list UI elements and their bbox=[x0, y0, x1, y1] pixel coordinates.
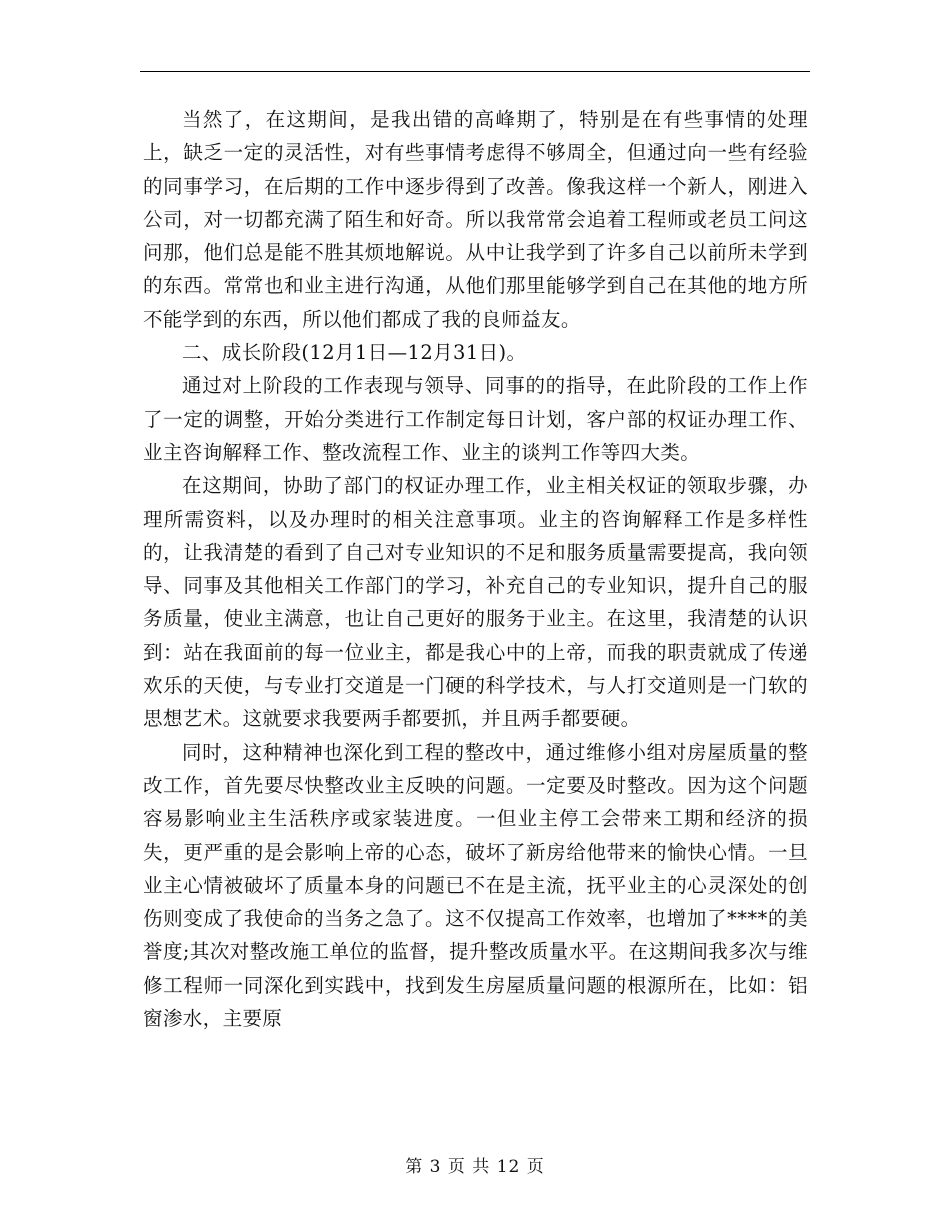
paragraph: 当然了，在这期间，是我出错的高峰期了，特别是在有些事情的处理上，缺乏一定的灵活性，对有些事情考虑得不够周全，但通过向一些有经验的同事学习，在后期的工作中逐步得到了改善。像我这样一个新人，刚进入公司，对一切都充满了陌生和好奇。所以我常常会追着工程师或老员工问这问那，他们总是能不胜其烦地解说。从中让我学到了许多自己以前所未学到的东西。常常也和业主进行沟通，从他们那里能够学到自己在其他的地方所不能学到的东西，所以他们都成了我的良师益友。 bbox=[143, 108, 808, 331]
paragraph: 同时，这种精神也深化到工程的整改中，通过维修小组对房屋质量的整改工作，首先要尽快整改业主反映的问题。一定要及时整改。因为这个问题容易影响业主生活秩序或家装进度。一但业主停工会带来工期和经济的损失，更严重的是会影响上帝的心态，破坏了新房给他带来的愉快心情。一旦业主心情被破坏了质量本身的问题已不在是主流，抚平业主的心灵深处的创伤则变成了我使命的当务之急了。这不仅提高工作效率，也增加了****的美誉度;其次对整改施工单位的监督，提升整改质量水平。在这期间我多次与维修工程师一同深化到实践中，找到发生房屋质量问题的根源所在，比如：铝窗渗水，主要原 bbox=[143, 740, 808, 1031]
page-number-label: 第 3 页 共 12 页 bbox=[405, 1157, 545, 1177]
paragraph: 在这期间，协助了部门的权证办理工作，业主相关权证的领取步骤，办理所需资料，以及办理时的相关注意事项。业主的咨询解释工作是多样性的，让我清楚的看到了自己对专业知识的不足和服务质量需要提高，我向领导、同事及其他相关工作部门的学习，补充自己的专业知识，提升自己的服务质量，使业主满意，也让自己更好的服务于业主。在这里，我清楚的认识到：站在我面前的每一位业主，都是我心中的上帝，而我的职责就成了传递欢乐的天使，与专业打交道是一门硬的科学技术，与人打交道则是一门软的思想艺术。这就要求我要两手都要抓，并且两手都要硬。 bbox=[143, 474, 808, 731]
document-body bbox=[143, 103, 808, 1035]
page-footer bbox=[0, 1152, 950, 1177]
header-rule bbox=[140, 71, 810, 72]
paragraph: 通过对上阶段的工作表现与领导、同事的的指导，在此阶段的工作上作了一定的调整，开始分类进行工作制定每日计划，客户部的权证办理工作、业主咨询解释工作、整改流程工作、业主的谈判工作等四大类。 bbox=[143, 374, 808, 464]
section-heading: 二、成长阶段(12月1日—12月31日)。 bbox=[182, 341, 527, 365]
